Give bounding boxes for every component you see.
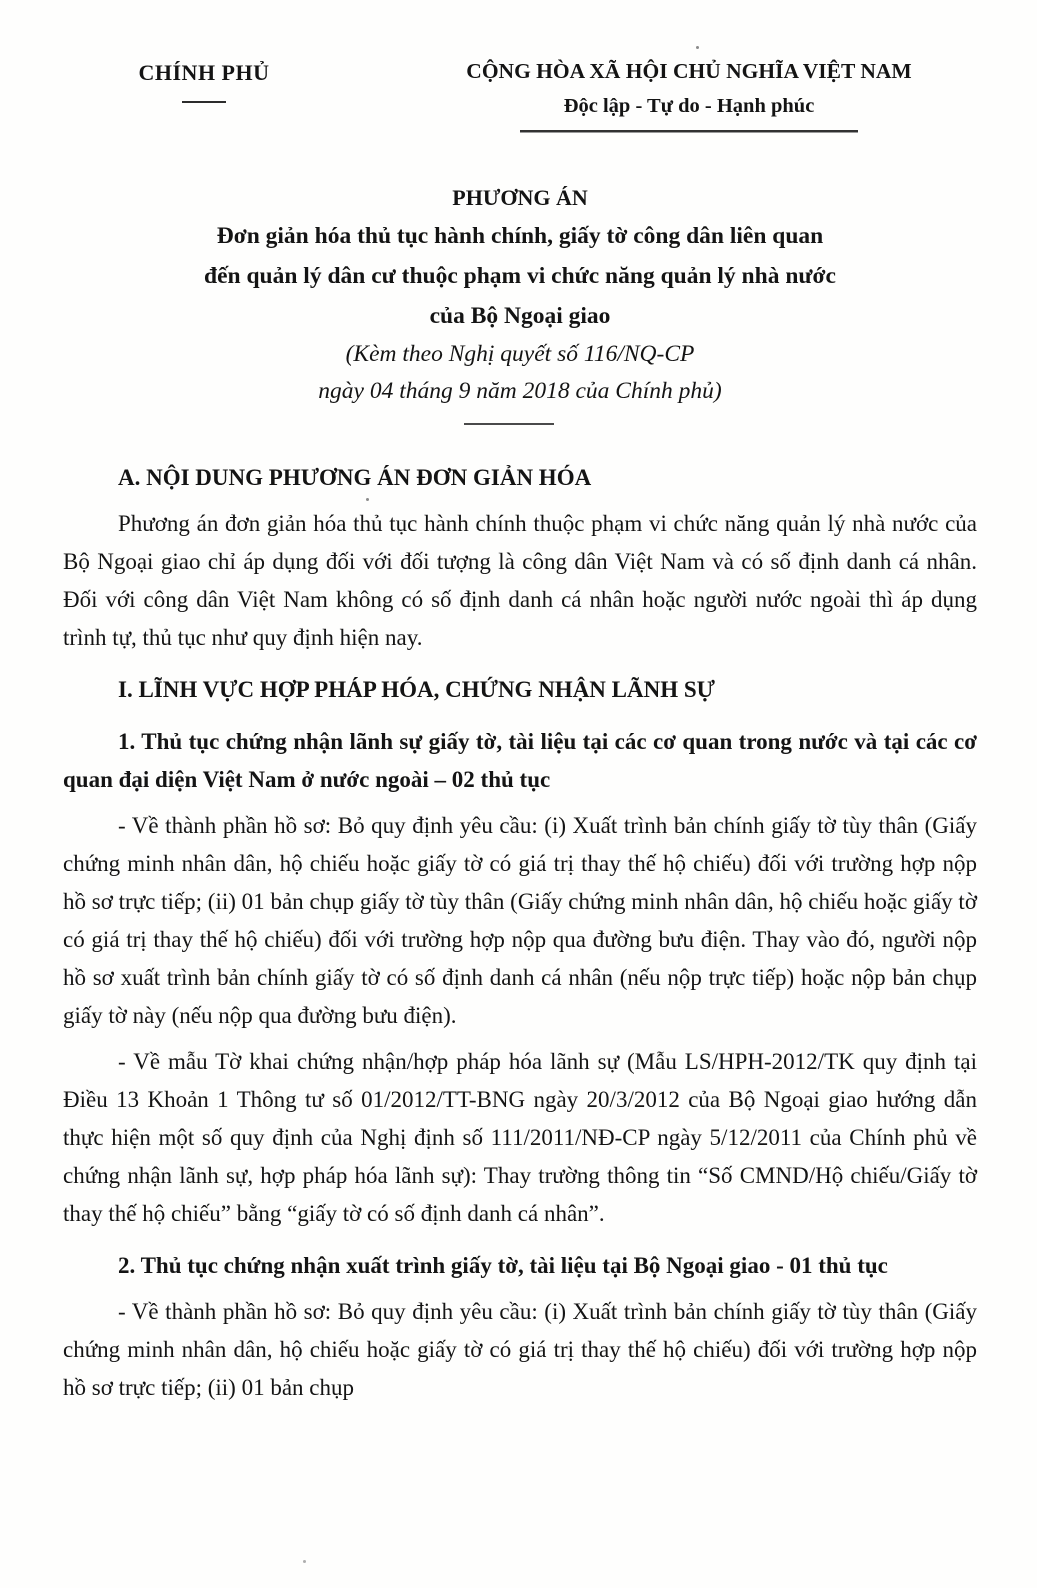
scan-speck bbox=[303, 1560, 306, 1563]
document-title-line-2: đến quản lý dân cư thuộc phạm vi chức năng quản lý nhà nước bbox=[204, 263, 836, 289]
national-title: CỘNG HÒA XÃ HỘI CHỦ NGHĨA VIỆT NAM bbox=[466, 59, 912, 83]
document-header bbox=[63, 57, 977, 133]
section-a-paragraph: Phương án đơn giản hóa thủ tục hành chính thuộc phạm vi chức năng quản lý nhà nước của Bộ Ngoại giao chỉ áp dụng đối với đối tượng là công dân Việt Nam và có số định danh cá nhân. Đối với công dân Việt Nam không có số định danh cá nhân hoặc người nước ngoài thì áp dụng trình tự, thủ tục như quy định hiện nay. bbox=[63, 511, 977, 650]
item-1-heading: 1. Thủ tục chứng nhận lãnh sự giấy tờ, tài liệu tại các cơ quan trong nước và tại các cơ quan đại diện Việt Nam ở nước ngoài – 02 thủ tục bbox=[63, 729, 977, 792]
attachment-note-line-1: (Kèm theo Nghị quyết số 116/NQ-CP bbox=[345, 341, 695, 367]
item-1-paragraph-2: - Về mẫu Tờ khai chứng nhận/hợp pháp hóa lãnh sự (Mẫu LS/HPH-2012/TK quy định tại Điều 13 Khoản 1 Thông tư số 01/2012/TT-BNG ngày 20/3/2012 của Bộ Ngoại giao hướng dẫn thực hiện một số quy định của Nghị định số 111/2011/NĐ-CP ngày 5/12/2011 của Chính phủ về chứng nhận lãnh sự, hợp pháp hóa lãnh sự): Thay trường thông tin “Số CMND/Hộ chiếu/Giấy tờ thay thế hộ chiếu” bằng “giấy tờ có số định danh cá nhân”. bbox=[63, 1049, 977, 1226]
scan-speck bbox=[366, 498, 369, 501]
attachment-note bbox=[63, 336, 977, 410]
document-title-line-1: Đơn giản hóa thủ tục hành chính, giấy tờ công dân liên quan bbox=[216, 223, 824, 249]
issuer-divider bbox=[182, 101, 226, 103]
issuer-block bbox=[63, 57, 345, 103]
section-i-heading: I. LĨNH VỰC HỢP PHÁP HÓA, CHỨNG NHẬN LÃNH SỰ bbox=[118, 677, 715, 702]
attachment-note-line-2: ngày 04 tháng 9 năm 2018 của Chính phủ) bbox=[318, 378, 722, 404]
motto-divider bbox=[520, 130, 858, 133]
item-2-paragraph-1: - Về thành phần hồ sơ: Bỏ quy định yêu cầu: (i) Xuất trình bản chính giấy tờ tùy thân (Giấy chứng minh nhân dân, hộ chiếu hoặc giấy tờ có giá trị thay thế hộ chiếu) đối với trường hợp nộp hồ sơ trực tiếp; (ii) 01 bản chụp bbox=[63, 1299, 977, 1400]
issuer-name: CHÍNH PHỦ bbox=[138, 60, 270, 85]
scan-speck bbox=[696, 46, 699, 49]
document-type-title: PHƯƠNG ÁN bbox=[452, 185, 588, 210]
national-motto: Độc lập - Tự do - Hạnh phúc bbox=[563, 95, 815, 117]
document-title-line-3: của Bộ Ngoại giao bbox=[429, 303, 611, 329]
section-a-heading: A. NỘI DUNG PHƯƠNG ÁN ĐƠN GIẢN HÓA bbox=[118, 465, 592, 490]
item-2-heading: 2. Thủ tục chứng nhận xuất trình giấy tờ, tài liệu tại Bộ Ngoại giao - 01 thủ tục bbox=[118, 1253, 888, 1278]
item-1-paragraph-1: - Về thành phần hồ sơ: Bỏ quy định yêu cầu: (i) Xuất trình bản chính giấy tờ tùy thân (Giấy chứng minh nhân dân, hộ chiếu hoặc giấy tờ có giá trị thay thế hộ chiếu) đối với trường hợp nộp hồ sơ trực tiếp; (ii) 01 bản chụp giấy tờ tùy thân (Giấy chứng minh nhân dân, hộ chiếu hoặc giấy tờ có giá trị thay thế hộ chiếu) đối với trường hợp nộp qua đường bưu điện. Thay vào đó, người nộp hồ sơ xuất trình bản chính giấy tờ có số định danh cá nhân (nếu nộp trực tiếp) hoặc nộp bản chụp giấy tờ này (nếu nộp qua đường bưu điện). bbox=[63, 813, 977, 1028]
title-divider bbox=[464, 423, 554, 425]
document-title bbox=[63, 216, 977, 336]
national-block bbox=[401, 57, 977, 133]
